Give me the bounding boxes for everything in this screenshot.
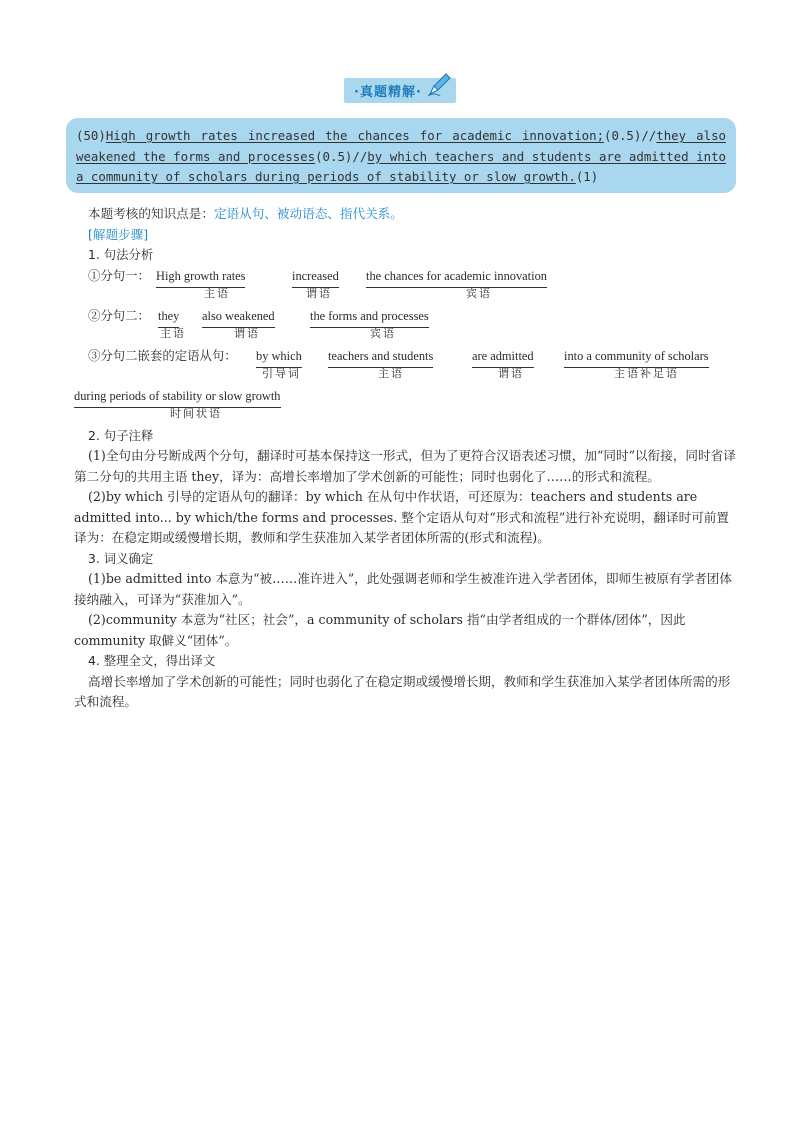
knowledge-list: 定语从句、被动语态、指代关系。 — [213, 206, 403, 221]
clause1-subject-tag: 主语 — [204, 286, 230, 300]
clause1-lead: ①分句一： — [88, 267, 150, 283]
sec4-title: 4. 整理全文，得出译文 — [88, 653, 216, 668]
clause2-lead: ②分句二： — [88, 307, 150, 323]
knowledge-points — [74, 204, 738, 225]
clause3-adverbial: during periods of stability or slow growth — [74, 386, 281, 409]
question-number: (50) — [76, 128, 106, 143]
clause2-subject-tag: 主语 — [160, 326, 186, 340]
sec2-title: 2. 句子注释 — [88, 427, 154, 443]
sec3-para2: (2)community 本意为“社区；社会”，a community of scholars 指“由学者组成的一个群体/团体”，因此 community 取僻义“团体”。 — [74, 612, 686, 648]
explanation-body — [74, 204, 738, 713]
sec3-para1: (1)be admitted into 本意为“被……准许进入”，此处强调老师和学生被准许进入学者团体，即师生被原有学者团体接纳融入，可译为“获准加入”。 — [74, 571, 732, 607]
clause1-subject: High growth rates — [156, 266, 245, 289]
clause1-object: the chances for academic innovation — [366, 266, 547, 289]
clause3-lead: ③分句二嵌套的定语从句： — [88, 347, 237, 363]
clause2-verb: also weakened — [202, 306, 275, 329]
clause3-complement: into a community of scholars — [564, 346, 709, 369]
clause1-object-tag: 宾语 — [466, 286, 492, 300]
sec1-title: 1. 句法分析 — [88, 247, 154, 262]
clause3-adverbial-row — [74, 386, 738, 426]
score-one: (0.5)// — [604, 128, 657, 143]
clause2-object-tag: 宾语 — [370, 326, 396, 340]
section-title: ·真题精解· — [354, 85, 422, 100]
sec3-title: 3. 词义确定 — [88, 550, 154, 566]
clause3-complement-tag: 主语补足语 — [614, 366, 679, 380]
clause2-row — [74, 306, 738, 346]
clause3-relative-tag: 引导词 — [262, 366, 301, 380]
sec2-para1: (1)全句由分号断成两个分句，翻译时可基本保持这一形式，但为了更符合汉语表述习惯，加“同时”以衔接，同时省译第二分句的共用主语 they，译为：高增长率增加了学术创新的可能性；同时也弱化了……的形式和流程。 — [74, 448, 736, 484]
question-box — [66, 118, 736, 193]
knowledge-prefix: 本题考核的知识点是： — [88, 206, 214, 221]
clause-two-text: they also weakened the forms and processes — [76, 128, 726, 164]
sec2-para2: (2)by which 引导的定语从句的翻译：by which 在从句中作状语，可还原为：teachers and students are admitted into... by which/the forms and processes. 整个定语从句对“形式和流程”进行补充说明，翻译时可前置译为：在稳定期或缓慢增长期，教师和学生获准加入某学者团体所需的(形式和流程)。 — [74, 489, 729, 545]
score-two: (0.5)// — [315, 148, 368, 164]
clause1-verb: increased — [292, 266, 339, 289]
section-badge — [344, 78, 456, 103]
steps-label: [解题步骤] — [88, 226, 149, 242]
clause-three-text: by which teachers and students are admitted into a community of scholars during periods of stability or slow growth. — [76, 148, 726, 184]
score-three: (1) — [575, 169, 599, 184]
steps-label-line — [74, 225, 738, 246]
clause3-verb-tag: 谓语 — [498, 366, 524, 380]
clause3-row — [74, 346, 738, 386]
clause2-object: the forms and processes — [310, 306, 429, 329]
clause1-row — [74, 266, 738, 306]
clause1-verb-tag: 谓语 — [306, 286, 332, 300]
clause3-adverbial-tag: 时间状语 — [170, 406, 222, 420]
clause2-verb-tag: 谓语 — [234, 326, 260, 340]
clause-one-text: High growth rates increased the chances for academic innovation; — [105, 128, 605, 143]
clause3-subject: teachers and students — [328, 346, 433, 369]
clause3-verb: are admitted — [472, 346, 534, 369]
section-header — [0, 78, 800, 103]
sec4-para1: 高增长率增加了学术创新的可能性；同时也弱化了在稳定期或缓慢增长期，教师和学生获准加入某学者团体所需的形式和流程。 — [74, 673, 731, 709]
clause2-subject: they — [158, 306, 179, 329]
clause3-subject-tag: 主语 — [378, 366, 404, 380]
pen-icon — [426, 72, 452, 102]
clause3-relative: by which — [256, 346, 302, 369]
